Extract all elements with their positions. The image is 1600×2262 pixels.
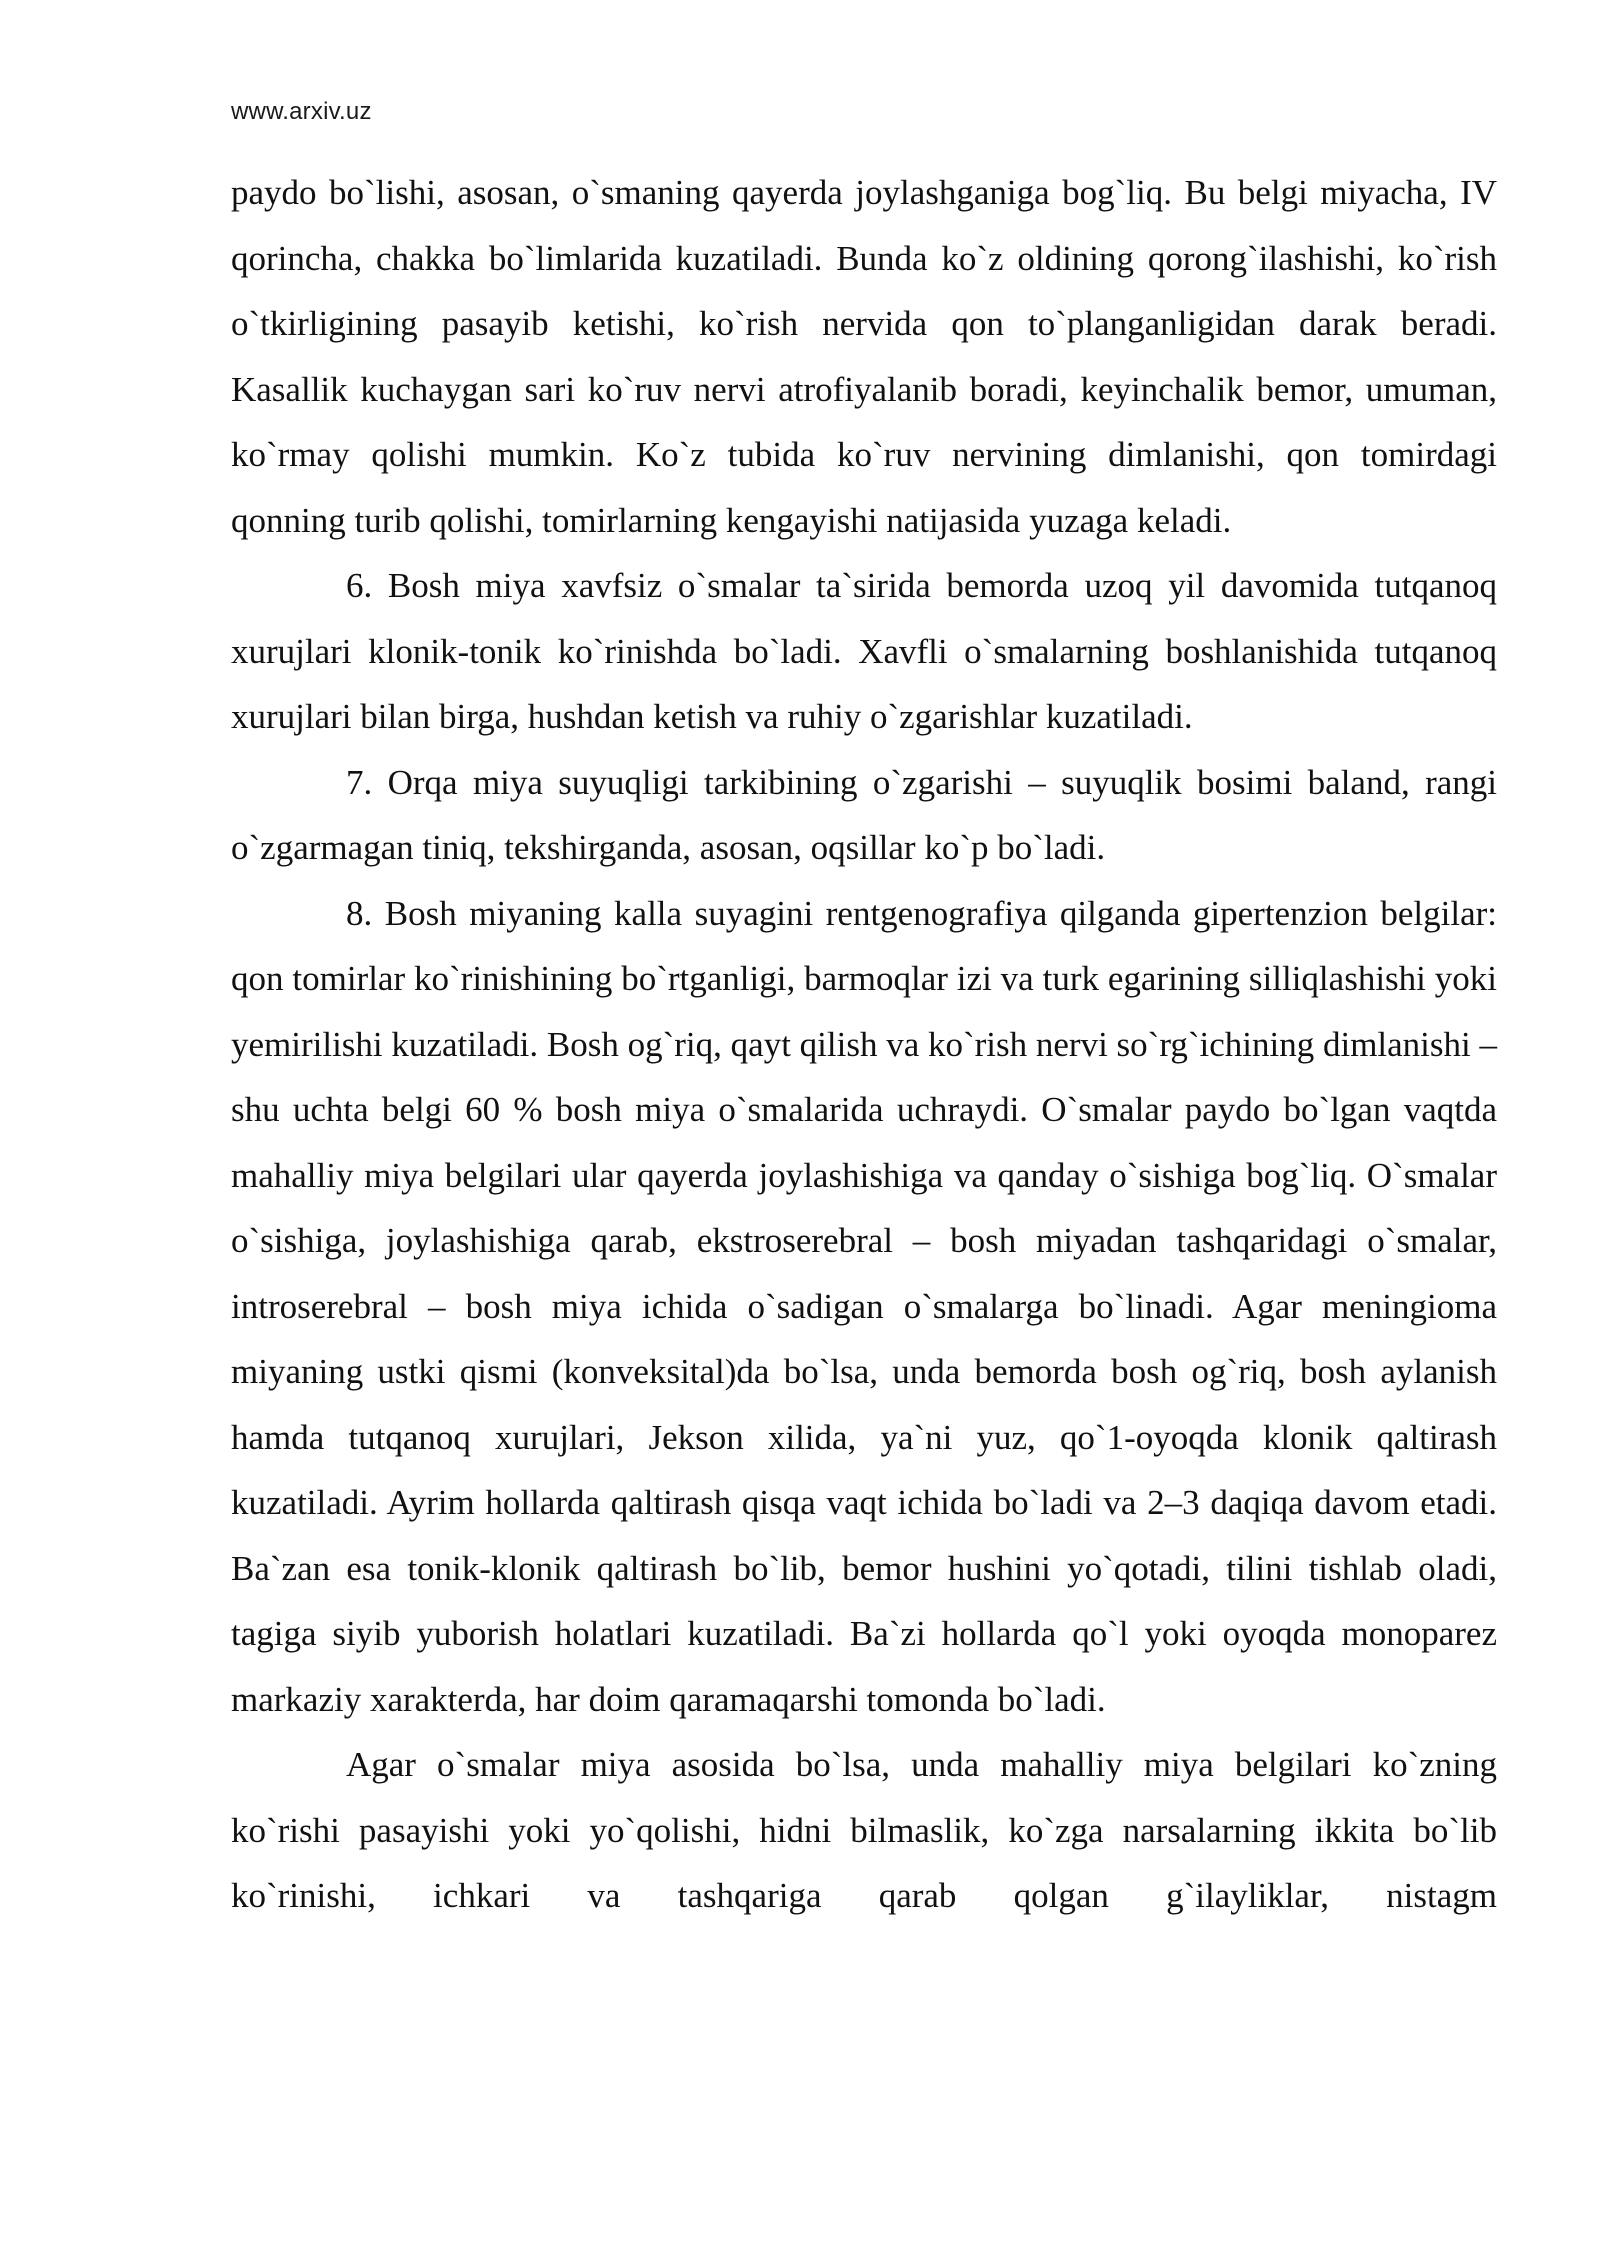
header-site-url: www.arxiv.uz (231, 98, 372, 125)
paragraph: 8. Bosh miyaning kalla suyagini rentgenografiya qilganda gipertenzion belgilar: qon tomirlar ko`rinishining bo`rtganligi, barmoqlar izi va turk egarining silliqlashishi yoki yemirilishi kuzatiladi. Bosh og`riq, qayt qilish va ko`rish nervi so`rg`ichining dimlanishi – shu uchta belgi 60 % bosh miya o`smalarida uchraydi. O`smalar paydo bo`lgan vaqtda mahalliy miya belgilari ular qayerda joylashishiga va qanday o`sishiga bog`liq. O`smalar o`sishiga, joylashishiga qarab, ekstroserebral – bosh miyadan tashqaridagi o`smalar, introserebral – bosh miya ichida o`sadigan o`smalarga bo`linadi. Agar meningioma miyaning ustki qismi (konveksital)da bo`lsa, unda bemorda bosh og`riq, bosh aylanish hamda tutqanoq xurujlari, Jekson xilida, ya`ni yuz, qo`1-oyoqda klonik qaltirash kuzatiladi. Ayrim hollarda qaltirash qisqa vaqt ichida bo`ladi va 2–3 daqiqa davom etadi. Ba`zan esa tonik-klonik qaltirash bo`lib, bemor hushini yo`qotadi, tilini tishlab oladi, tagiga siyib yuborish holatlari kuzatiladi. Ba`zi hollarda qo`l yoki oyoqda monoparez markaziy xarakterda, har doim qaramaqarshi tomonda bo`ladi. (231, 893, 1497, 1719)
paragraph: paydo bo`lishi, asosan, o`smaning qayerda joylashganiga bog`liq. Bu belgi miyacha, IV qorincha, chakka bo`limlarida kuzatiladi. Bunda ko`z oldining qorong`ilashishi, ko`rish o`tkirligining pasayib ketishi, ko`rish nervida qon to`planganligidan darak beradi. Kasallik kuchaygan sari ko`ruv nervi atrofiyalanib boradi, keyinchalik bemor, umuman, ko`rmay qolishi mumkin. Ko`z tubida ko`ruv nervining dimlanishi, qon tomirdagi qonning turib qolishi, tomirlarning kengayishi natijasida yuzaga keladi. (231, 173, 1497, 540)
paragraph: Agar o`smalar miya asosida bo`lsa, unda mahalliy miya belgilari ko`zning ko`rishi pasayishi yoki yo`qolishi, hidni bilmaslik, ko`zga narsalarning ikkita bo`lib ko`rinishi, ichkari va tashqariga qarab qolgan g`ilayliklar, nistagm (231, 1745, 1497, 1915)
body-text (231, 160, 1497, 1929)
paragraph: 7. Orqa miya suyuqligi tarkibining o`zgarishi – suyuqlik bosimi baland, rangi o`zgarmagan tiniq, tekshirganda, asosan, oqsillar ko`p bo`ladi. (231, 762, 1497, 867)
paragraph: 6. Bosh miya xavfsiz o`smalar ta`sirida bemorda uzoq yil davomida tutqanoq xurujlari klonik-tonik ko`rinishda bo`ladi. Xavfli o`smalarning boshlanishida tutqanoq xurujlari bilan birga, hushdan ketish va ruhiy o`zgarishlar kuzatiladi. (231, 566, 1497, 736)
